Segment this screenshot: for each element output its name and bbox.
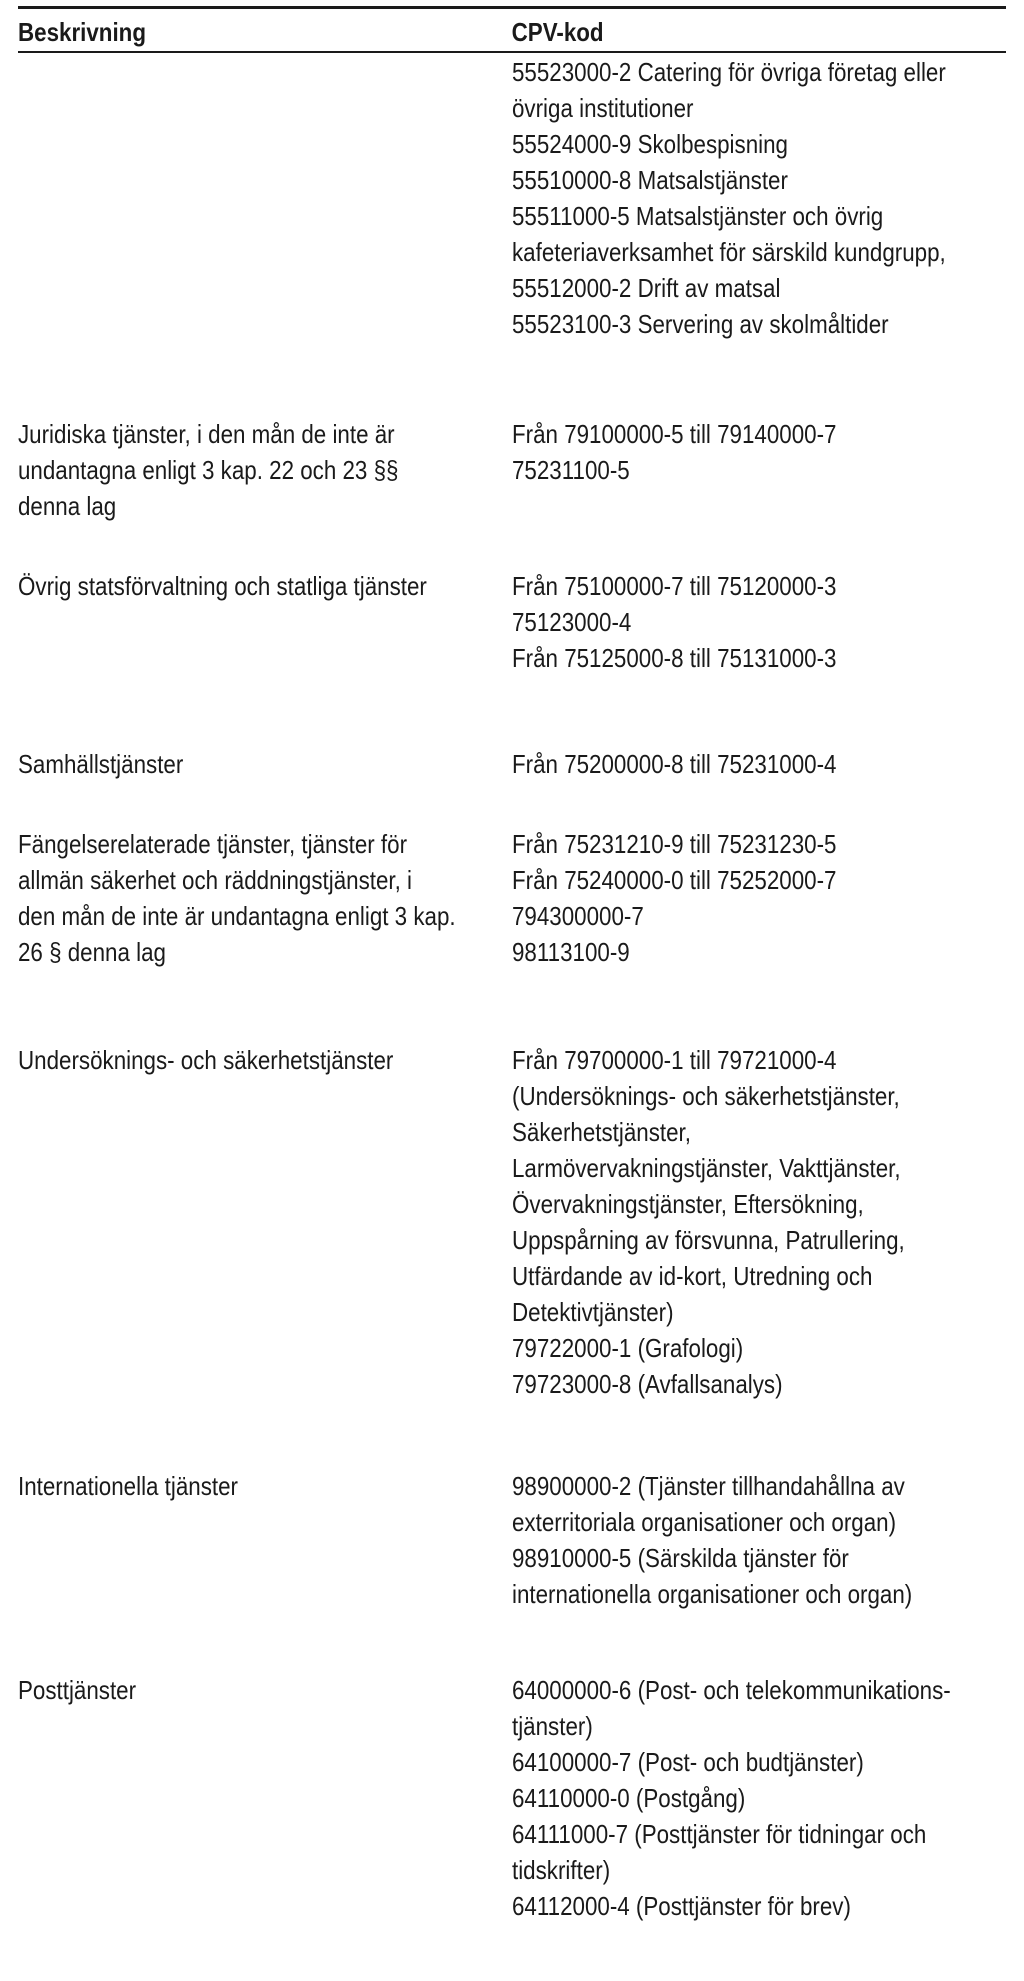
- cpv-line: 55523100-3 Servering av skolmåltider: [512, 309, 889, 339]
- cpv-line: Övervakningstjänster, Eftersökning,: [512, 1189, 864, 1219]
- description-line: Samhällstjänster: [18, 749, 184, 779]
- cpv-cell: [512, 1468, 1006, 1612]
- description-line: undantagna enligt 3 kap. 22 och 23 §§: [18, 455, 399, 485]
- description-cell: [18, 1672, 498, 1708]
- header-description: Beskrivning: [18, 17, 146, 47]
- cpv-line: 79722000-1 (Grafologi): [512, 1333, 744, 1363]
- description-line: denna lag: [18, 491, 117, 521]
- cpv-line: 98910000-5 (Särskilda tjänster för: [512, 1543, 849, 1573]
- table-header: [18, 14, 868, 50]
- cpv-cell: [512, 1042, 1006, 1402]
- cpv-cell: [512, 1672, 1006, 1924]
- description-line: allmän säkerhet och räddningstjänster, i: [18, 865, 413, 895]
- cpv-line: 64100000-7 (Post- och budtjänster): [512, 1747, 864, 1777]
- cpv-line: kafeteriaverksamhet för särskild kundgrupp,: [512, 237, 946, 267]
- cpv-line: Detektivtjänster): [512, 1297, 674, 1327]
- description-line: Posttjänster: [18, 1675, 137, 1705]
- cpv-line: 64110000-0 (Postgång): [512, 1783, 746, 1813]
- description-line: den mån de inte är undantagna enligt 3 kap.: [18, 901, 456, 931]
- cpv-line: Säkerhetstjänster,: [512, 1117, 691, 1147]
- cpv-line: Från 75125000-8 till 75131000-3: [512, 643, 837, 673]
- cpv-line: 55512000-2 Drift av matsal: [512, 273, 781, 303]
- cpv-line: tjänster): [512, 1711, 593, 1741]
- header-rule: [18, 51, 1006, 53]
- cpv-line: 794300000-7: [512, 901, 644, 931]
- cpv-line: 64112000-4 (Posttjänster för brev): [512, 1891, 851, 1921]
- description-line: Undersöknings- och säkerhetstjänster: [18, 1045, 394, 1075]
- cpv-line: Från 79100000-5 till 79140000-7: [512, 419, 837, 449]
- cpv-line: Utfärdande av id-kort, Utredning och: [512, 1261, 873, 1291]
- cpv-line: 98113100-9: [512, 937, 630, 967]
- cpv-line: 75231100-5: [512, 455, 630, 485]
- cpv-line: 55524000-9 Skolbespisning: [512, 129, 788, 159]
- cpv-cell: [512, 54, 1006, 342]
- description-cell: [18, 568, 498, 604]
- description-cell: [18, 416, 498, 524]
- cpv-cell: [512, 568, 1006, 676]
- cpv-line: 55511000-5 Matsalstjänster och övrig: [512, 201, 884, 231]
- description-cell: [18, 1468, 498, 1504]
- header-cpv-code: CPV-kod: [511, 17, 604, 47]
- description-line: 26 § denna lag: [18, 937, 166, 967]
- cpv-line: övriga institutioner: [512, 93, 694, 123]
- cpv-cell: [512, 826, 1006, 970]
- cpv-line: 75123000-4: [512, 607, 632, 637]
- cpv-line: 64000000-6 (Post- och telekommunikations-: [512, 1675, 951, 1705]
- cpv-line: Från 79700000-1 till 79721000-4: [512, 1045, 837, 1075]
- cpv-cell: [512, 746, 1006, 782]
- description-cell: [18, 746, 498, 782]
- description-cell: [18, 1042, 498, 1078]
- cpv-line: Från 75240000-0 till 75252000-7: [512, 865, 837, 895]
- top-rule: [18, 6, 1006, 9]
- cpv-line: (Undersöknings- och säkerhetstjänster,: [512, 1081, 900, 1111]
- cpv-line: tidskrifter): [512, 1855, 611, 1885]
- description-line: Övrig statsförvaltning och statliga tjänster: [18, 571, 427, 601]
- cpv-line: 55510000-8 Matsalstjänster: [512, 165, 788, 195]
- cpv-line: 98900000-2 (Tjänster tillhandahållna av: [512, 1471, 905, 1501]
- cpv-line: internationella organisationer och organ): [512, 1579, 913, 1609]
- cpv-line: 55523000-2 Catering för övriga företag eller: [512, 57, 946, 87]
- cpv-line: Från 75231210-9 till 75231230-5: [512, 829, 837, 859]
- description-line: Fängelserelaterade tjänster, tjänster för: [18, 829, 408, 859]
- cpv-line: Larmövervakningstjänster, Vakttjänster,: [512, 1153, 901, 1183]
- cpv-line: 64111000-7 (Posttjänster för tidningar och: [512, 1819, 927, 1849]
- description-cell: [18, 826, 498, 970]
- cpv-line: Från 75100000-7 till 75120000-3: [512, 571, 837, 601]
- description-line: Internationella tjänster: [18, 1471, 239, 1501]
- cpv-cell: [512, 416, 1006, 488]
- cpv-line: 79723000-8 (Avfallsanalys): [512, 1369, 783, 1399]
- cpv-line: Uppspårning av försvunna, Patrullering,: [512, 1225, 905, 1255]
- cpv-line: Från 75200000-8 till 75231000-4: [512, 749, 837, 779]
- cpv-line: exterritoriala organisationer och organ): [512, 1507, 897, 1537]
- description-line: Juridiska tjänster, i den mån de inte är: [18, 419, 395, 449]
